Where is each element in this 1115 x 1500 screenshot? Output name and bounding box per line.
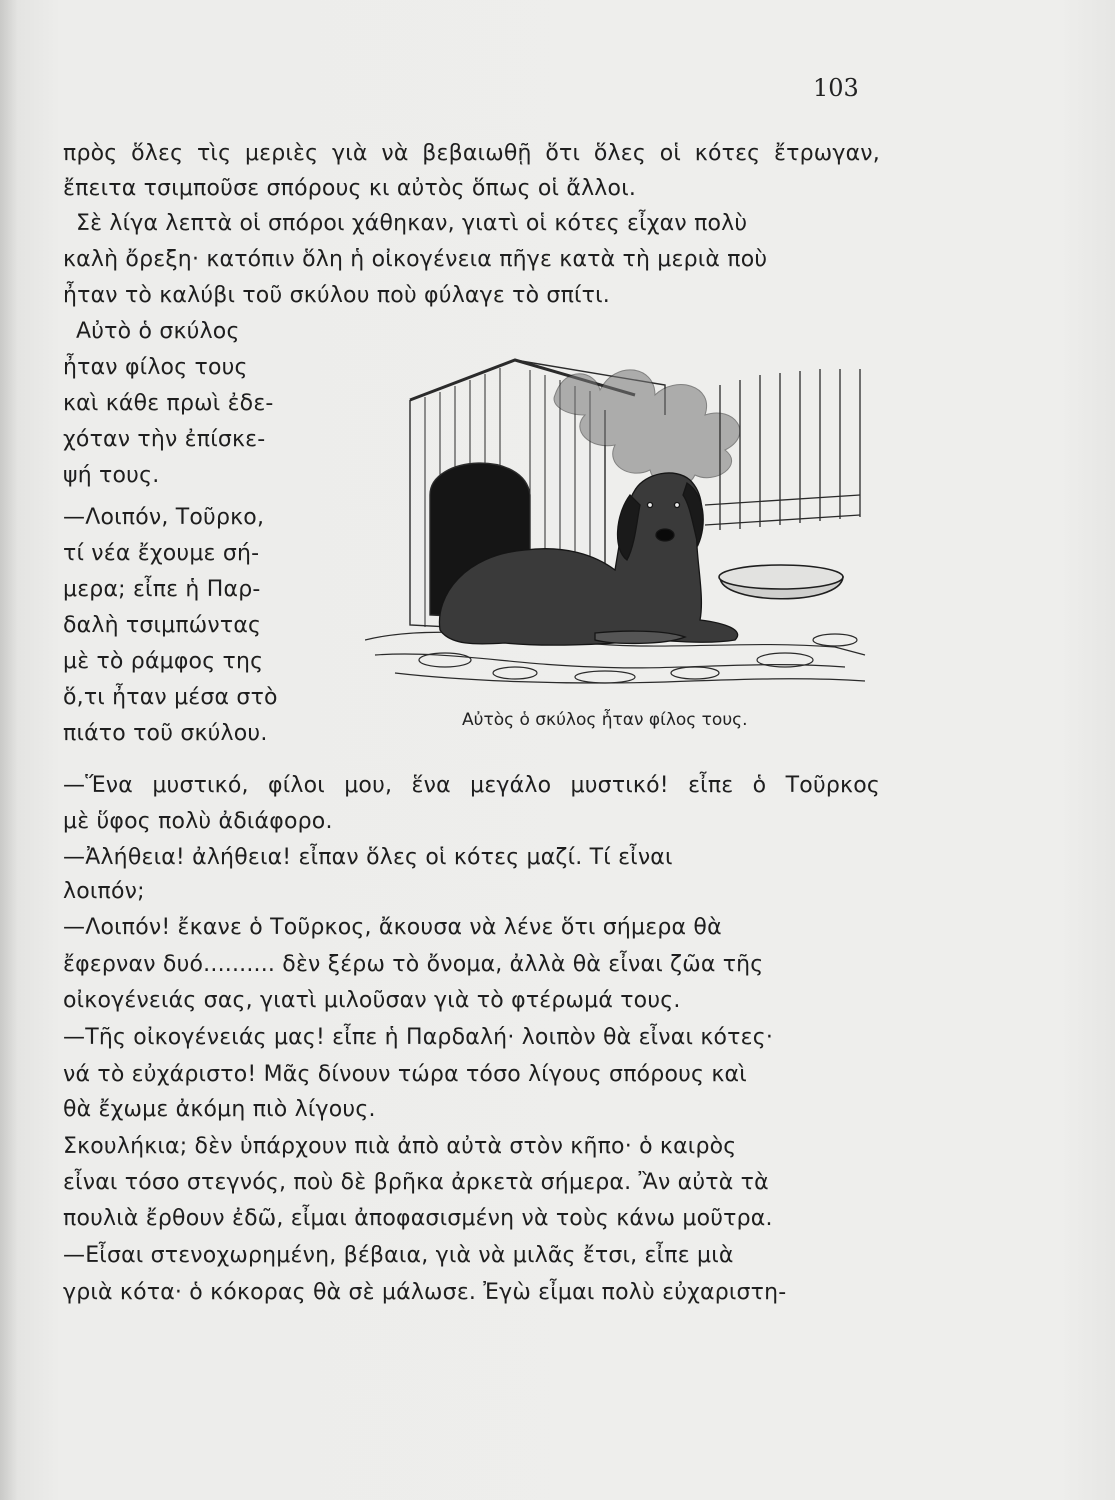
column-line: πιάτο τοῦ σκύλου. — [63, 721, 268, 746]
column-line: μερα; εἶπε ἡ Παρ- — [63, 577, 261, 602]
text-line: Σκουλήκια; δὲν ὑπάρχουν πιὰ ἀπὸ αὐτὰ στὸν κῆπο· ὁ καιρὸς — [63, 1134, 737, 1159]
column-line: ψή τους. — [63, 463, 160, 488]
column-line: —Λοιπόν, Τοῦρκο, — [63, 505, 265, 530]
word: φίλοι — [268, 773, 325, 798]
text-line: λοιπόν; — [63, 879, 145, 904]
word: ἔτρωγαν, — [774, 141, 880, 166]
column-line: Αὐτὸ ὁ σκύλος — [76, 319, 240, 344]
column-line: μὲ τὸ ράμφος της — [63, 649, 264, 674]
text-line: θὰ ἔχωμε ἀκόμη πιὸ λίγους. — [63, 1097, 376, 1122]
word: μεριὲς — [244, 141, 319, 166]
text-line: νά τὸ εὐχάριστο! Μᾶς δίνουν τώρα τόσο λίγους σπόρους καὶ — [63, 1062, 747, 1087]
foliage — [554, 370, 740, 488]
column-line: τί νέα ἔχουμε σή- — [63, 541, 260, 566]
text-line: γριὰ κότα· ὁ κόκορας θὰ σὲ μάλωσε. Ἐγὼ εἶμαι πολὺ εὐχαριστη- — [63, 1280, 787, 1305]
word: ὅλες — [131, 141, 184, 166]
word: μυστικό! — [570, 773, 669, 798]
column-line: χόταν τὴν ἐπίσκε- — [63, 427, 266, 452]
text-line — [63, 771, 880, 801]
page-number: 103 — [813, 74, 859, 102]
text-line: —Τῆς οἰκογένειάς μας! εἶπε ἡ Παρδαλή· λοιπὸν θὰ εἶναι κότες· — [63, 1025, 774, 1050]
text-line: ἔφερναν δυό.......... δὲν ξέρω τὸ ὄνομα, ἀλλὰ θὰ εἶναι ζῶα τῆς — [63, 952, 764, 977]
word: ὅτι — [545, 141, 581, 166]
text-line: ἦταν τὸ καλύβι τοῦ σκύλου ποὺ φύλαγε τὸ σπίτι. — [63, 283, 610, 308]
figure-caption: Αὐτὸς ὁ σκύλος ἦταν φίλος τους. — [462, 710, 748, 730]
text-line: μὲ ὕφος πολὺ ἀδιάφορο. — [63, 809, 333, 834]
word: Τοῦρκος — [785, 773, 880, 798]
column-line: ἦταν φίλος τους — [63, 355, 248, 380]
column-line: ὅ,τι ἦταν μέσα στὸ — [63, 685, 278, 710]
column-line: δαλὴ τσιμπώντας — [63, 613, 262, 638]
word: εἶπε — [688, 773, 734, 798]
text-line: Σὲ λίγα λεπτὰ οἱ σπόροι χάθηκαν, γιατὶ οἱ κότες εἶχαν πολὺ — [76, 211, 748, 236]
text-line: εἶναι τόσο στεγνός, ποὺ δὲ βρῆκα ἀρκετὰ σήμερα. Ἂν αὐτὰ τὰ — [63, 1170, 769, 1195]
word: μου, — [344, 773, 393, 798]
text-line: ἔπειτα τσιμποῦσε σπόρους κι αὐτὸς ὅπως οἱ ἄλλοι. — [63, 176, 637, 201]
text-line: πουλιὰ ἔρθουν ἐδῶ, εἶμαι ἀποφασισμένη νὰ τοὺς κάνω μοῦτρα. — [63, 1206, 773, 1231]
text-line: οἰκογένειάς σας, γιατὶ μιλοῦσαν γιὰ τὸ φτέρωμά τους. — [63, 988, 681, 1013]
water-bowl — [719, 565, 843, 599]
text-line: —Λοιπόν! ἔκανε ὁ Τοῦρκος, ἄκουσα νὰ λένε ὅτι σήμερα θὰ — [63, 915, 722, 940]
word: ἕνα — [411, 773, 451, 798]
word: ὁ — [752, 773, 767, 798]
word: βεβαιωθῇ — [422, 141, 532, 166]
word: τὶς — [196, 141, 232, 166]
column-line: καὶ κάθε πρωὶ ἐδε- — [63, 391, 274, 416]
dog-kennel-illustration — [365, 355, 885, 695]
word: μυστικό, — [152, 773, 249, 798]
word: μεγάλο — [470, 773, 552, 798]
text-line: καλὴ ὄρεξη· κατόπιν ὅλη ἡ οἰκογένεια πῆγε κατὰ τὴ μεριὰ ποὺ — [63, 247, 768, 272]
word: —Ἕνα — [63, 773, 134, 798]
word: κότες — [694, 141, 761, 166]
word: πρὸς — [63, 141, 118, 166]
text-line — [63, 139, 880, 169]
word: ὅλες — [593, 141, 646, 166]
fence — [705, 369, 860, 530]
word: γιὰ — [332, 141, 368, 166]
word: νὰ — [381, 141, 409, 166]
text-line: —Εἶσαι στενοχωρημένη, βέβαια, γιὰ νὰ μιλᾶς ἔτσι, εἶπε μιὰ — [63, 1243, 734, 1268]
text-line: —Ἀλήθεια! ἀλήθεια! εἶπαν ὅλες οἱ κότες μαζί. Τί εἶναι — [63, 845, 673, 870]
word: οἱ — [659, 141, 682, 166]
